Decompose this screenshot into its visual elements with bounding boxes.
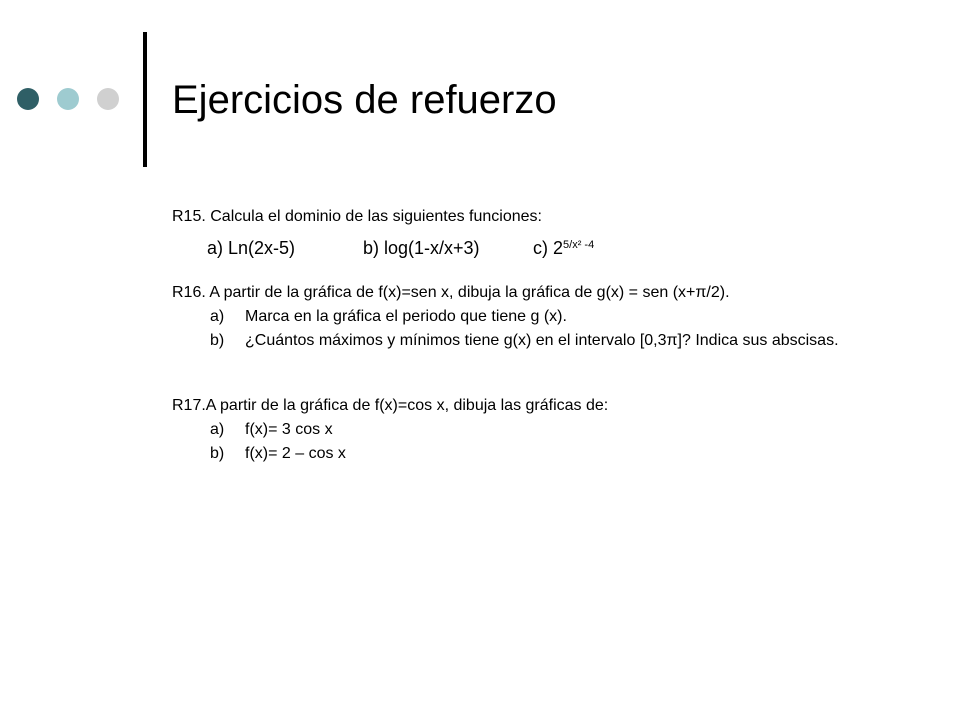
r15-heading: R15. Calcula el dominio de las siguientes funciones: (172, 208, 542, 225)
r15-item-a: a) Ln(2x-5) (207, 238, 296, 258)
decorative-dot-dark (17, 88, 39, 110)
r15-item-c-exponent: 5/x² -4 (563, 239, 595, 251)
decorative-dot-gray (97, 88, 119, 110)
r15-item-b: b) log(1-x/x+3) (363, 238, 480, 258)
r16-item-b-text: ¿Cuántos máximos y mínimos tiene g(x) en el intervalo [0,3π]? Indica sus abscisas. (245, 332, 839, 349)
r17-item-a-text: f(x)= 3 cos x (245, 421, 333, 438)
r16-item-b-label: b) (210, 332, 225, 349)
r17-item-a-label: a) (210, 421, 225, 438)
r15-items (207, 236, 594, 260)
r17-item-b-text: f(x)= 2 – cos x (245, 445, 346, 462)
r15-item-c-base: c) 2 (533, 238, 564, 258)
decorative-dot-teal (57, 88, 79, 110)
r16-item-a-label: a) (210, 308, 225, 325)
r15-item-c (533, 236, 594, 260)
r16-item-a-text: Marca en la gráfica el periodo que tiene g (x). (245, 308, 567, 325)
r17-heading: R17.A partir de la gráfica de f(x)=cos x, dibuja las gráficas de: (172, 397, 609, 414)
slide-title: Ejercicios de refuerzo (172, 78, 557, 122)
r17-item-b-label: b) (210, 445, 225, 462)
title-divider (143, 32, 147, 167)
r16-heading: R16. A partir de la gráfica de f(x)=sen x, dibuja la gráfica de g(x) = sen (x+π/2). (172, 284, 730, 301)
